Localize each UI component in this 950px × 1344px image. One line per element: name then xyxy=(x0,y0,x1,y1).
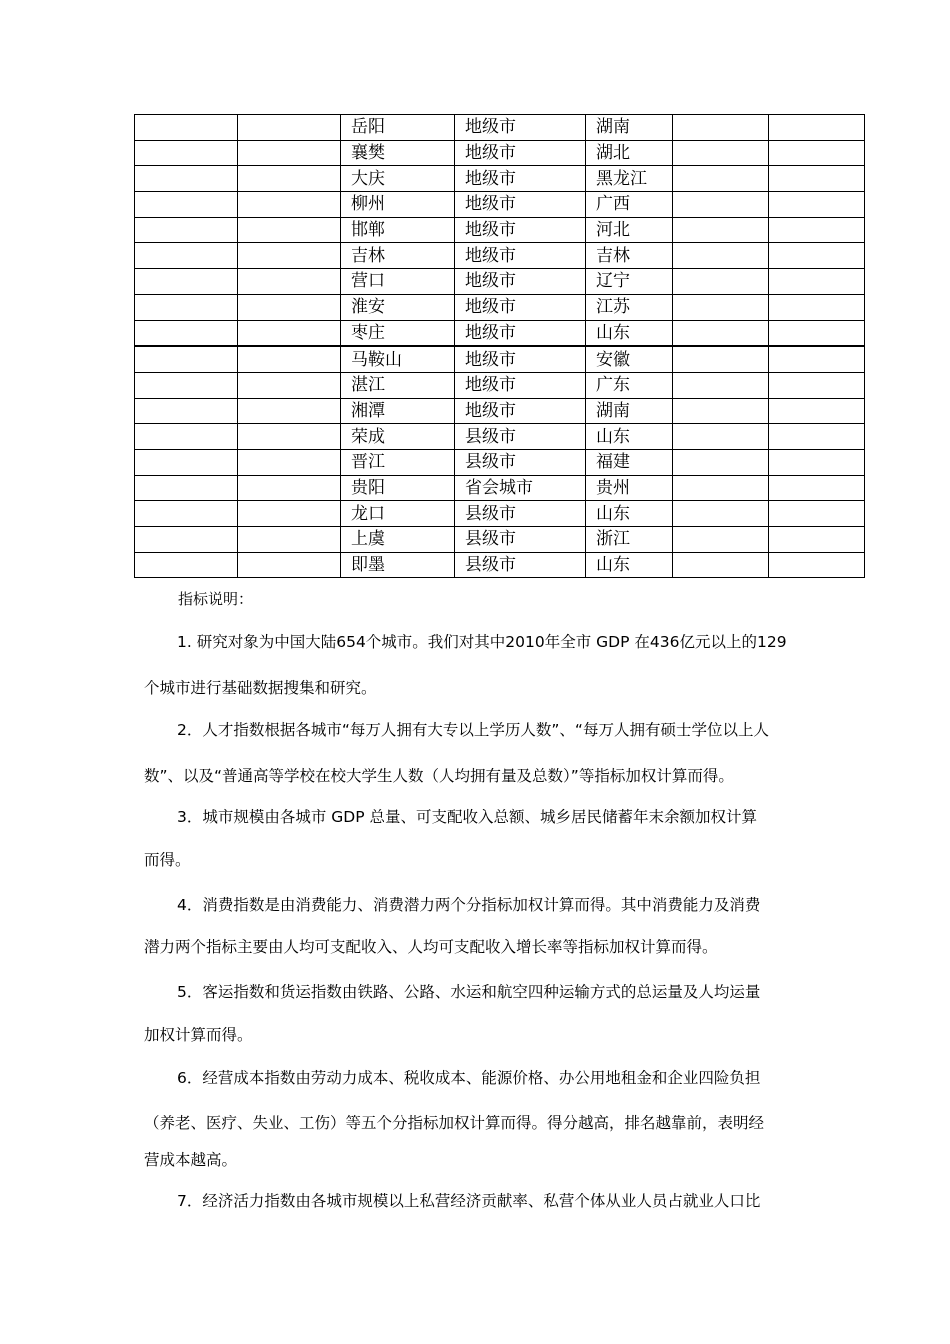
empty-cell xyxy=(769,372,865,398)
empty-cell xyxy=(238,269,341,295)
table-row xyxy=(135,320,865,346)
empty-cell xyxy=(135,346,238,372)
note-line: 1. 研究对象为中国大陆654个城市。我们对其中2010年全市 GDP 在436亿元以上的129 xyxy=(177,633,787,651)
empty-cell xyxy=(135,527,238,553)
city-cell: 即墨 xyxy=(341,552,455,578)
empty-cell xyxy=(135,217,238,243)
table-row xyxy=(135,475,865,501)
city-level-cell: 地级市 xyxy=(455,217,586,243)
empty-cell xyxy=(673,192,769,218)
empty-cell xyxy=(673,115,769,141)
city-cell: 柳州 xyxy=(341,192,455,218)
empty-cell xyxy=(238,243,341,269)
province-cell: 贵州 xyxy=(586,475,673,501)
province-cell: 山东 xyxy=(586,320,673,346)
city-level-cell: 地级市 xyxy=(455,243,586,269)
empty-cell xyxy=(238,501,341,527)
empty-cell xyxy=(769,552,865,578)
city-level-cell: 县级市 xyxy=(455,424,586,450)
empty-cell xyxy=(238,320,341,346)
empty-cell xyxy=(238,166,341,192)
city-cell: 襄樊 xyxy=(341,140,455,166)
city-cell: 吉林 xyxy=(341,243,455,269)
province-cell: 广东 xyxy=(586,372,673,398)
city-cell: 龙口 xyxy=(341,501,455,527)
empty-cell xyxy=(673,243,769,269)
city-cell: 淮安 xyxy=(341,294,455,320)
empty-cell xyxy=(769,449,865,475)
city-cell: 岳阳 xyxy=(341,115,455,141)
city-cell: 晋江 xyxy=(341,449,455,475)
city-level-cell: 地级市 xyxy=(455,398,586,424)
table-row xyxy=(135,166,865,192)
table-row xyxy=(135,294,865,320)
empty-cell xyxy=(238,475,341,501)
city-cell: 邯郸 xyxy=(341,217,455,243)
table-row xyxy=(135,243,865,269)
empty-cell xyxy=(135,449,238,475)
empty-cell xyxy=(769,398,865,424)
empty-cell xyxy=(673,217,769,243)
empty-cell xyxy=(673,475,769,501)
province-cell: 吉林 xyxy=(586,243,673,269)
city-cell: 马鞍山 xyxy=(341,346,455,372)
empty-cell xyxy=(135,166,238,192)
empty-cell xyxy=(238,115,341,141)
table-row xyxy=(135,346,865,372)
note-line: （养老、医疗、失业、工伤）等五个分指标加权计算而得。得分越高，排名越靠前，表明经 xyxy=(144,1114,765,1132)
empty-cell xyxy=(238,192,341,218)
empty-cell xyxy=(769,166,865,192)
empty-cell xyxy=(238,398,341,424)
note-line: 潜力两个指标主要由人均可支配收入、人均可支配收入增长率等指标加权计算而得。 xyxy=(144,938,718,956)
empty-cell xyxy=(135,372,238,398)
empty-cell xyxy=(135,398,238,424)
empty-cell xyxy=(673,527,769,553)
empty-cell xyxy=(769,346,865,372)
city-level-cell: 地级市 xyxy=(455,372,586,398)
empty-cell xyxy=(238,294,341,320)
city-level-cell: 地级市 xyxy=(455,294,586,320)
empty-cell xyxy=(673,166,769,192)
city-level-cell: 地级市 xyxy=(455,320,586,346)
empty-cell xyxy=(769,217,865,243)
empty-cell xyxy=(673,552,769,578)
empty-cell xyxy=(238,527,341,553)
empty-cell xyxy=(673,424,769,450)
empty-cell xyxy=(769,243,865,269)
city-level-cell: 地级市 xyxy=(455,115,586,141)
note-line: 6．经营成本指数由劳动力成本、税收成本、能源价格、办公用地租金和企业四险负担 xyxy=(177,1069,761,1087)
table-row xyxy=(135,501,865,527)
empty-cell xyxy=(135,294,238,320)
province-cell: 福建 xyxy=(586,449,673,475)
table-row xyxy=(135,192,865,218)
table-row xyxy=(135,398,865,424)
province-cell: 广西 xyxy=(586,192,673,218)
city-level-cell: 地级市 xyxy=(455,166,586,192)
table-row xyxy=(135,217,865,243)
note-line: 7．经济活力指数由各城市规模以上私营经济贡献率、私营个体从业人员占就业人口比 xyxy=(177,1192,761,1210)
province-cell: 湖北 xyxy=(586,140,673,166)
empty-cell xyxy=(673,449,769,475)
empty-cell xyxy=(673,140,769,166)
empty-cell xyxy=(238,372,341,398)
empty-cell xyxy=(135,475,238,501)
note-line: 数”、以及“普通高等学校在校大学生人数（人均拥有量及总数）”等指标加权计算而得。 xyxy=(144,767,734,785)
empty-cell xyxy=(769,269,865,295)
table-row xyxy=(135,115,865,141)
city-level-cell: 地级市 xyxy=(455,192,586,218)
city-level-cell: 县级市 xyxy=(455,501,586,527)
empty-cell xyxy=(673,501,769,527)
empty-cell xyxy=(673,346,769,372)
city-cell: 湘潭 xyxy=(341,398,455,424)
table-row xyxy=(135,552,865,578)
city-level-cell: 县级市 xyxy=(455,527,586,553)
city-level-cell: 县级市 xyxy=(455,552,586,578)
city-level-cell: 县级市 xyxy=(455,449,586,475)
notes-heading: 指标说明： xyxy=(178,590,254,608)
empty-cell xyxy=(135,501,238,527)
city-level-cell: 地级市 xyxy=(455,140,586,166)
city-cell: 贵阳 xyxy=(341,475,455,501)
note-line: 5．客运指数和货运指数由铁路、公路、水运和航空四种运输方式的总运量及人均运量 xyxy=(177,983,761,1001)
table-row xyxy=(135,269,865,295)
note-line: 个城市进行基础数据搜集和研究。 xyxy=(144,679,377,697)
empty-cell xyxy=(673,398,769,424)
empty-cell xyxy=(238,552,341,578)
note-line: 2．人才指数根据各城市“每万人拥有大专以上学历人数”、“每万人拥有硕士学位以上人 xyxy=(177,721,769,739)
city-level-cell: 地级市 xyxy=(455,346,586,372)
note-line: 而得。 xyxy=(144,851,191,869)
province-cell: 山东 xyxy=(586,552,673,578)
empty-cell xyxy=(135,115,238,141)
empty-cell xyxy=(673,372,769,398)
province-cell: 山东 xyxy=(586,424,673,450)
province-cell: 辽宁 xyxy=(586,269,673,295)
city-table xyxy=(134,114,865,578)
city-cell: 营口 xyxy=(341,269,455,295)
city-cell: 大庆 xyxy=(341,166,455,192)
province-cell: 山东 xyxy=(586,501,673,527)
empty-cell xyxy=(135,140,238,166)
empty-cell xyxy=(135,243,238,269)
empty-cell xyxy=(769,424,865,450)
province-cell: 湖南 xyxy=(586,398,673,424)
province-cell: 河北 xyxy=(586,217,673,243)
empty-cell xyxy=(673,294,769,320)
note-line: 3．城市规模由各城市 GDP 总量、可支配收入总额、城乡居民储蓄年末余额加权计算 xyxy=(177,808,758,826)
empty-cell xyxy=(769,320,865,346)
empty-cell xyxy=(238,424,341,450)
province-cell: 江苏 xyxy=(586,294,673,320)
empty-cell xyxy=(135,552,238,578)
province-cell: 湖南 xyxy=(586,115,673,141)
empty-cell xyxy=(135,269,238,295)
empty-cell xyxy=(238,140,341,166)
empty-cell xyxy=(769,192,865,218)
empty-cell xyxy=(769,140,865,166)
empty-cell xyxy=(673,269,769,295)
empty-cell xyxy=(769,501,865,527)
city-cell: 上虞 xyxy=(341,527,455,553)
province-cell: 浙江 xyxy=(586,527,673,553)
empty-cell xyxy=(769,475,865,501)
table-row xyxy=(135,140,865,166)
empty-cell xyxy=(135,424,238,450)
empty-cell xyxy=(238,449,341,475)
city-level-cell: 省会城市 xyxy=(455,475,586,501)
city-level-cell: 地级市 xyxy=(455,269,586,295)
note-line: 加权计算而得。 xyxy=(144,1026,253,1044)
table-row xyxy=(135,372,865,398)
empty-cell xyxy=(673,320,769,346)
table-row xyxy=(135,527,865,553)
province-cell: 安徽 xyxy=(586,346,673,372)
empty-cell xyxy=(135,192,238,218)
note-line: 4．消费指数是由消费能力、消费潜力两个分指标加权计算而得。其中消费能力及消费 xyxy=(177,896,761,914)
province-cell: 黑龙江 xyxy=(586,166,673,192)
city-cell: 枣庄 xyxy=(341,320,455,346)
empty-cell xyxy=(238,346,341,372)
empty-cell xyxy=(769,294,865,320)
empty-cell xyxy=(238,217,341,243)
city-cell: 荣成 xyxy=(341,424,455,450)
note-line: 营成本越高。 xyxy=(144,1151,238,1169)
table-row xyxy=(135,449,865,475)
city-cell: 湛江 xyxy=(341,372,455,398)
table-row xyxy=(135,424,865,450)
empty-cell xyxy=(135,320,238,346)
empty-cell xyxy=(769,115,865,141)
empty-cell xyxy=(769,527,865,553)
